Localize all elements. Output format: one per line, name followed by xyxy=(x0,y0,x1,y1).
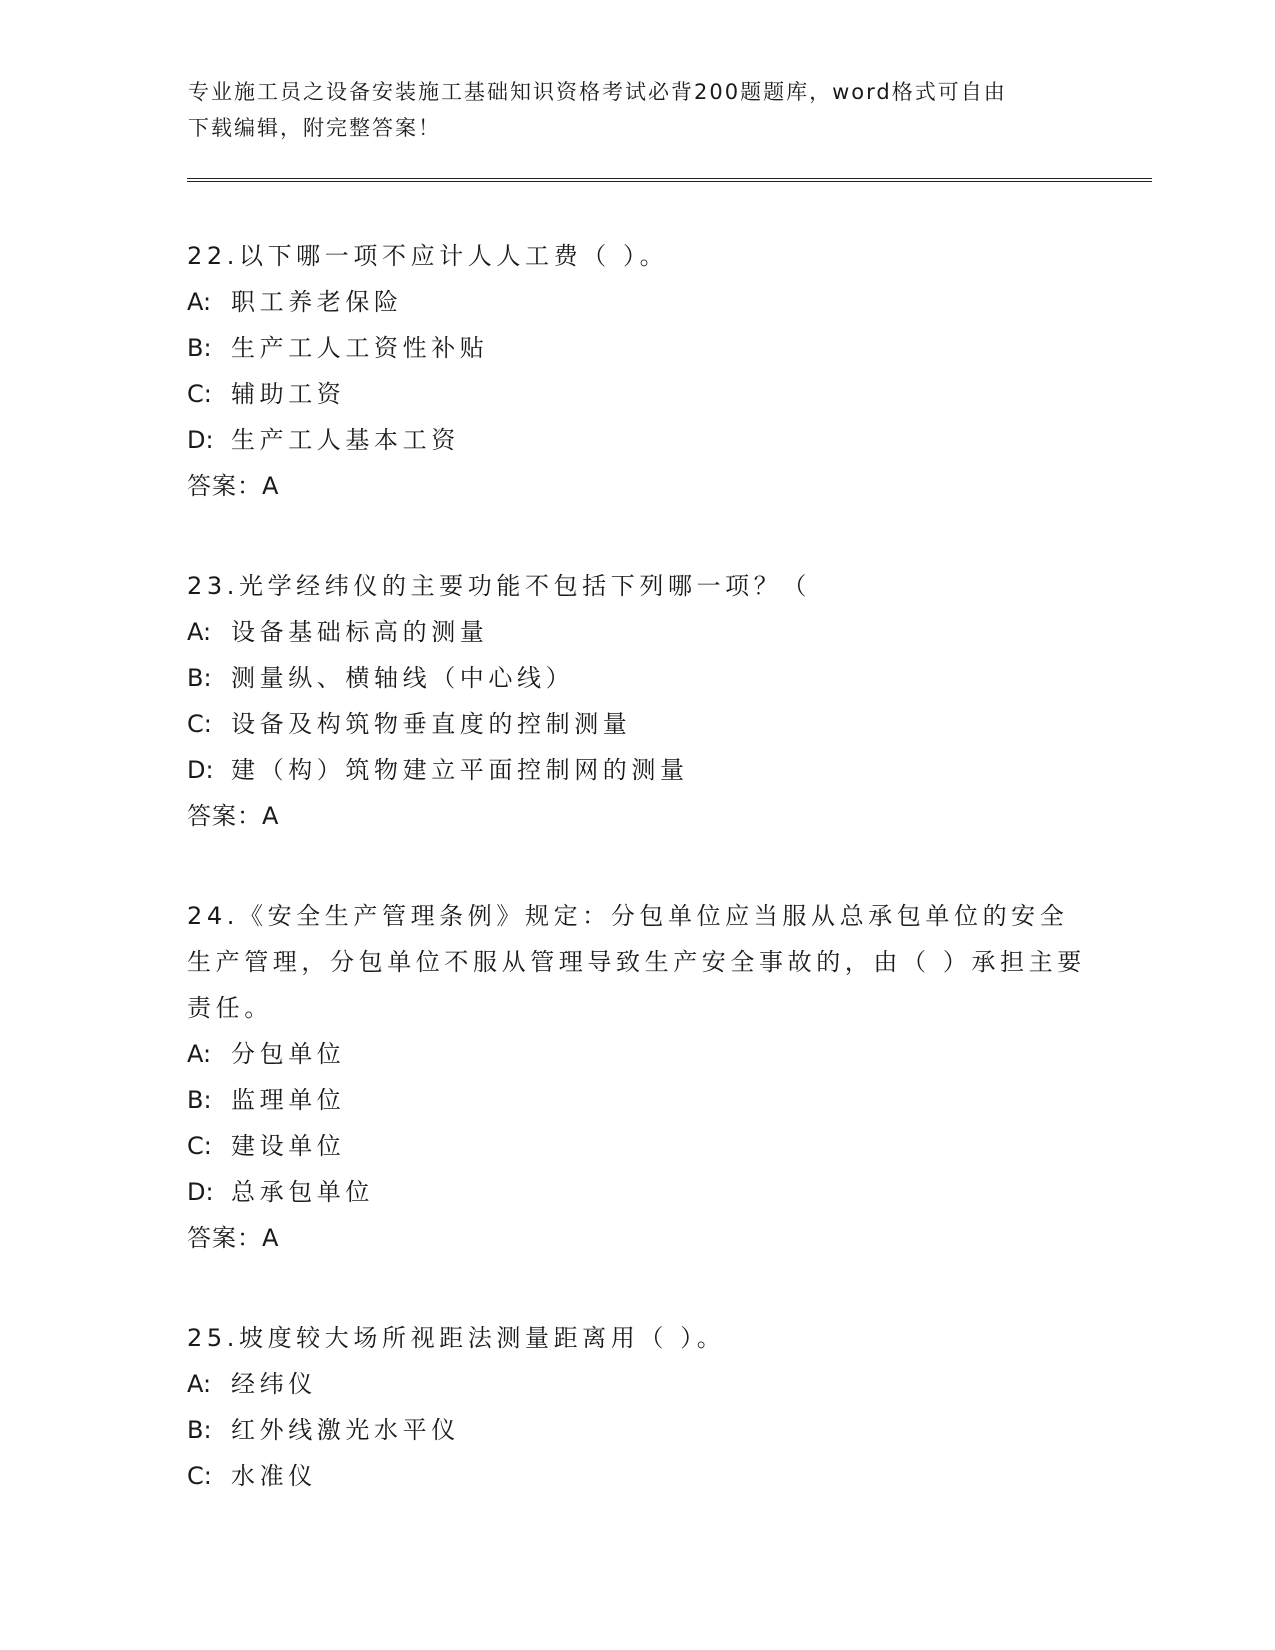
option-text: 总承包单位 xyxy=(231,1178,374,1206)
option-letter: D: xyxy=(187,426,214,454)
question-stem: 25.坡度较大场所视距法测量距离用（ ）。 xyxy=(187,1324,726,1352)
option-text: 生产工人基本工资 xyxy=(231,426,460,454)
answer-line: 答案：A xyxy=(187,802,280,830)
option-text: 经纬仪 xyxy=(231,1370,317,1398)
option-b xyxy=(187,655,1087,701)
question-25 xyxy=(187,1315,1087,1499)
option-a xyxy=(187,1361,1087,1407)
option-text: 生产工人工资性补贴 xyxy=(231,334,489,362)
option-text: 建（构）筑物建立平面控制网的测量 xyxy=(231,756,689,784)
option-b xyxy=(187,1077,1087,1123)
option-letter: B: xyxy=(187,664,212,692)
option-a xyxy=(187,609,1087,655)
option-c xyxy=(187,1123,1087,1169)
answer-line: 答案：A xyxy=(187,472,280,500)
question-23 xyxy=(187,563,1087,839)
option-d xyxy=(187,1169,1087,1215)
option-text: 设备及构筑物垂直度的控制测量 xyxy=(231,710,632,738)
option-letter: D: xyxy=(187,1178,214,1206)
option-letter: C: xyxy=(187,710,212,738)
option-letter: A: xyxy=(187,618,212,646)
answer-line: 答案：A xyxy=(187,1224,280,1252)
option-b xyxy=(187,1407,1087,1453)
option-letter: A: xyxy=(187,1370,212,1398)
option-c xyxy=(187,1453,1087,1499)
option-d xyxy=(187,417,1087,463)
option-text: 辅助工资 xyxy=(231,380,346,408)
option-text: 水准仪 xyxy=(231,1462,317,1490)
option-a xyxy=(187,279,1087,325)
option-d xyxy=(187,747,1087,793)
option-c xyxy=(187,701,1087,747)
option-letter: B: xyxy=(187,334,212,362)
option-letter: B: xyxy=(187,1416,212,1444)
option-letter: D: xyxy=(187,756,214,784)
option-text: 测量纵、横轴线（中心线） xyxy=(231,664,575,692)
option-text: 建设单位 xyxy=(231,1132,346,1160)
option-text: 监理单位 xyxy=(231,1086,346,1114)
question-stem: 22.以下哪一项不应计人人工费（ ）。 xyxy=(187,242,669,270)
option-letter: C: xyxy=(187,1462,212,1490)
option-a xyxy=(187,1031,1087,1077)
option-letter: A: xyxy=(187,288,212,316)
question-stem: 24.《安全生产管理条例》规定：分包单位应当服从总承包单位的安全生产管理，分包单位不服从管理导致生产安全事故的，由（ ）承担主要责任。 xyxy=(187,902,1086,1022)
question-24 xyxy=(187,893,1087,1261)
question-22 xyxy=(187,233,1087,509)
option-text: 分包单位 xyxy=(231,1040,346,1068)
option-text: 职工养老保险 xyxy=(231,288,403,316)
option-letter: B: xyxy=(187,1086,212,1114)
header-divider xyxy=(187,178,1152,182)
option-text: 红外线激光水平仪 xyxy=(231,1416,460,1444)
header-line-2: 下载编辑，附完整答案！ xyxy=(188,116,441,140)
option-b xyxy=(187,325,1087,371)
option-letter: C: xyxy=(187,1132,212,1160)
option-c xyxy=(187,371,1087,417)
option-letter: C: xyxy=(187,380,212,408)
document-header xyxy=(188,74,1068,146)
header-line-1: 专业施工员之设备安装施工基础知识资格考试必背200题题库，word格式可自由 xyxy=(188,80,1007,104)
question-list xyxy=(187,233,1087,1553)
question-stem: 23.光学经纬仪的主要功能不包括下列哪一项？（ xyxy=(187,572,811,600)
option-letter: A: xyxy=(187,1040,212,1068)
option-text: 设备基础标高的测量 xyxy=(231,618,489,646)
